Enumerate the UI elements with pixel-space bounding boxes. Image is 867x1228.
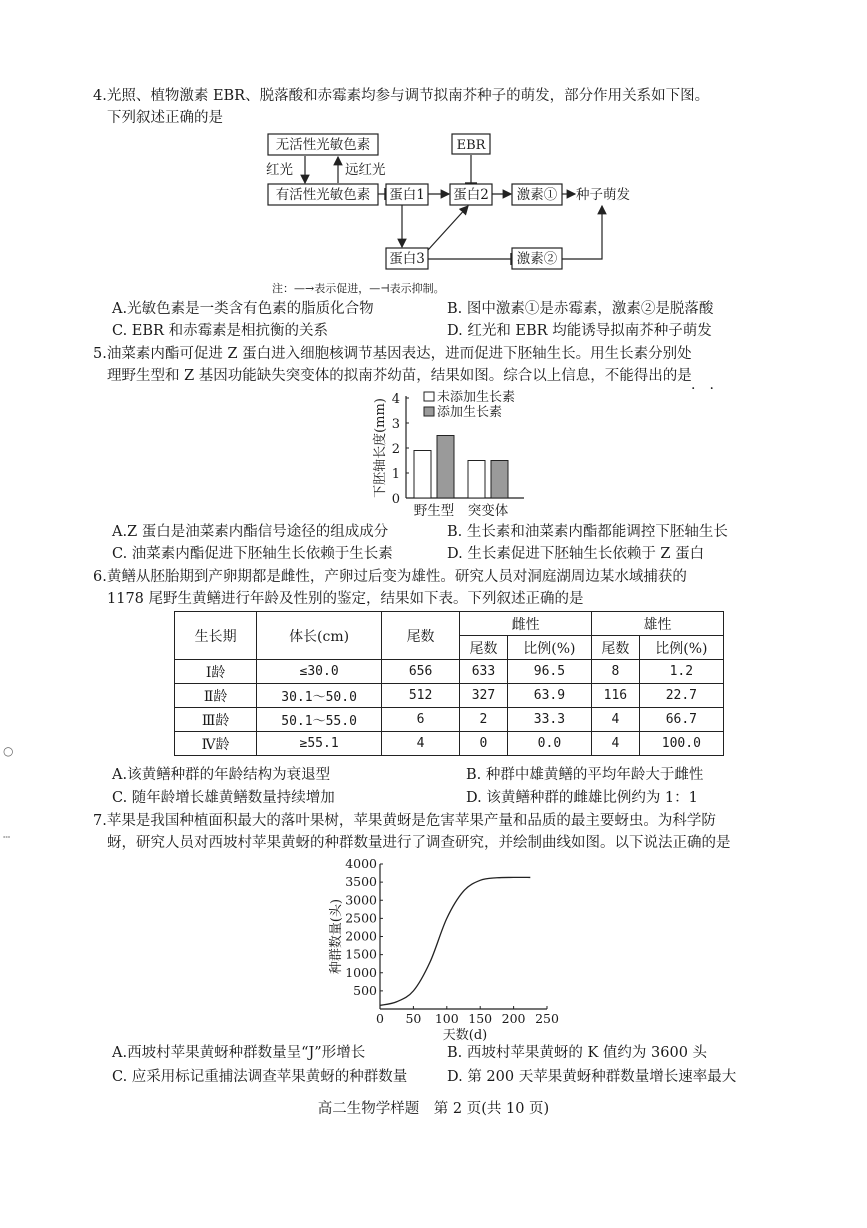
x-tick-label: 200 bbox=[501, 1011, 526, 1026]
q7-option-a: A.西坡村苹果黄蚜种群数量呈“J”形增长 bbox=[112, 1045, 366, 1061]
table-row: Ⅱ龄 30.1～50.0 512 327 63.9 116 22.7 bbox=[175, 684, 724, 708]
label-seed-germination: 种子萌发 bbox=[576, 187, 630, 203]
th-female-ratio: 比例(%) bbox=[507, 636, 591, 660]
q7-option-c: C. 应采用标记重捕法调查苹果黄蚜的种群数量 bbox=[112, 1069, 408, 1085]
margin-mark: ○ bbox=[3, 744, 14, 758]
q6-stem-line1: 6.黄鳝从胚胎期到产卵期都是雌性，产卵过后变为雄性。研究人员对洞庭湖周边某水域捕获的 bbox=[93, 569, 687, 585]
q4-stem-line2: 下列叙述正确的是 bbox=[107, 110, 223, 126]
text-hormone1: 激素① bbox=[516, 187, 558, 203]
arrow-hormone2-germination bbox=[562, 206, 602, 259]
x-axis-label: 天数(d) bbox=[442, 1028, 488, 1042]
bar bbox=[468, 461, 485, 499]
q6-data-table bbox=[174, 611, 724, 756]
q7-stem-line1: 7.苹果是我国种植面积最大的落叶果树，苹果黄蚜是危害苹果产量和品质的最主要蚜虫。为科学防 bbox=[93, 813, 716, 829]
y-tick-label: 3 bbox=[391, 417, 400, 432]
y-tick-label: 500 bbox=[353, 982, 377, 998]
q7-stem-line2: 蚜，研究人员对西坡村苹果黄蚜的种群数量进行了调查研究，并绘制曲线如图。以下说法正确的是 bbox=[107, 835, 731, 851]
q7-option-d: D. 第 200 天苹果黄蚜种群数量增长速率最大 bbox=[447, 1069, 737, 1085]
label-far-red-light: 远红光 bbox=[345, 162, 386, 178]
x-category-label: 突变体 bbox=[467, 503, 509, 516]
y-tick-label: 2 bbox=[391, 442, 400, 457]
q5-option-a: A.Z 蛋白是油菜素内酯信号途径的组成成分 bbox=[112, 524, 389, 540]
y-tick-label: 3000 bbox=[345, 892, 377, 908]
table-row: Ⅳ龄 ≥55.1 4 0 0.0 4 100.0 bbox=[175, 732, 724, 756]
table-row: Ⅰ龄 ≤30.0 656 633 96.5 8 1.2 bbox=[175, 660, 724, 684]
y-tick-label: 0 bbox=[391, 492, 400, 507]
th-stage: 生长期 bbox=[175, 612, 257, 660]
y-tick-label: 2500 bbox=[345, 910, 377, 926]
q4-option-d: D. 红光和 EBR 均能诱导拟南芥种子萌发 bbox=[447, 323, 712, 339]
y-tick-label: 3500 bbox=[345, 874, 377, 890]
th-male-count: 尾数 bbox=[592, 636, 640, 660]
q7-line-chart bbox=[320, 852, 570, 1042]
y-tick-label: 2000 bbox=[345, 928, 377, 944]
q5-option-b: B. 生长素和油菜素内酯都能调控下胚轴生长 bbox=[447, 524, 728, 540]
bar bbox=[437, 436, 454, 499]
th-male: 雄性 bbox=[592, 612, 724, 636]
q4-option-a: A.光敏色素是一类含有色素的脂质化合物 bbox=[112, 301, 374, 317]
q6-option-c: C. 随年龄增长雄黄鳝数量持续增加 bbox=[112, 790, 335, 806]
page-footer: 高二生物学样题 第 2 页(共 10 页) bbox=[317, 1101, 550, 1117]
y-axis-label: 种群数量(头) bbox=[329, 898, 344, 975]
q5-bar-chart bbox=[370, 386, 540, 516]
text-inactive-phytochrome: 无活性光敏色素 bbox=[275, 137, 371, 153]
y-tick-label: 4 bbox=[391, 392, 400, 407]
y-tick-label: 1 bbox=[391, 467, 400, 482]
text-ebr: EBR bbox=[456, 138, 486, 153]
text-protein3: 蛋白3 bbox=[389, 251, 425, 267]
q4-relationship-diagram bbox=[250, 128, 670, 298]
q4-option-c: C. EBR 和赤霉素是相抗衡的关系 bbox=[112, 323, 329, 339]
q7-option-b: B. 西坡村苹果黄蚜的 K 值约为 3600 头 bbox=[447, 1045, 708, 1061]
y-tick-label: 1000 bbox=[345, 964, 377, 980]
x-tick-label: 150 bbox=[468, 1011, 493, 1026]
table-row: Ⅲ龄 50.1～55.0 6 2 33.3 4 66.7 bbox=[175, 708, 724, 732]
text-hormone2: 激素② bbox=[516, 251, 558, 267]
diagram-note: 注：—→表示促进，—⊣表示抑制。 bbox=[272, 282, 445, 295]
population-curve bbox=[380, 877, 530, 1005]
text-active-phytochrome: 有活性光敏色素 bbox=[275, 187, 371, 203]
y-tick-label: 1500 bbox=[345, 946, 377, 962]
q6-option-b: B. 种群中雄黄鳝的平均年龄大于雌性 bbox=[466, 767, 704, 783]
emphasis-dots: · · bbox=[691, 381, 714, 397]
x-category-label: 野生型 bbox=[413, 503, 455, 516]
q4-option-b: B. 图中激素①是赤霉素，激素②是脱落酸 bbox=[447, 301, 714, 317]
th-female: 雌性 bbox=[460, 612, 592, 636]
y-tick-label: 4000 bbox=[345, 856, 377, 871]
th-length: 体长(cm) bbox=[257, 612, 382, 660]
x-tick-label: 100 bbox=[434, 1011, 459, 1026]
q4-stem-line1: 4.光照、植物激素 EBR、脱落酸和赤霉素均参与调节拟南芥种子的萌发，部分作用关系如下图。 bbox=[93, 88, 710, 104]
q5-stem-line2: 理野生型和 Z 基因功能缺失突变体的拟南芥幼苗，结果如图。综合以上信息，不能得出的是 bbox=[107, 368, 692, 384]
x-tick-label: 50 bbox=[405, 1011, 422, 1026]
label-red-light: 红光 bbox=[266, 162, 293, 178]
arrow-protein3-protein2 bbox=[428, 206, 468, 250]
th-count: 尾数 bbox=[382, 612, 460, 660]
q6-option-d: D. 该黄鳝种群的雌雄比例约为 1：1 bbox=[466, 790, 698, 806]
margin-mark: ┄ bbox=[3, 830, 11, 844]
y-axis-label: 下胚轴长度(mm) bbox=[373, 398, 388, 498]
x-tick-label: 250 bbox=[535, 1011, 559, 1026]
th-male-ratio: 比例(%) bbox=[639, 636, 723, 660]
text-protein2: 蛋白2 bbox=[453, 187, 489, 203]
q6-stem-line2: 1178 尾野生黄鳝进行年龄及性别的鉴定，结果如下表。下列叙述正确的是 bbox=[107, 591, 584, 607]
q6-option-a: A.该黄鳝种群的年龄结构为衰退型 bbox=[112, 767, 331, 783]
q5-stem-line1: 5.油菜素内酯可促进 Z 蛋白进入细胞核调节基因表达，进而促进下胚轴生长。用生长素分别处 bbox=[93, 346, 692, 362]
legend-label: 添加生长素 bbox=[437, 405, 503, 420]
q5-option-c: C. 油菜素内酯促进下胚轴生长依赖于生长素 bbox=[112, 546, 393, 562]
q5-option-d: D. 生长素促进下胚轴生长依赖于 Z 蛋白 bbox=[447, 546, 705, 562]
legend-swatch bbox=[424, 407, 434, 416]
legend-label: 未添加生长素 bbox=[437, 390, 516, 405]
th-female-count: 尾数 bbox=[460, 636, 508, 660]
legend-swatch bbox=[424, 392, 434, 401]
bar bbox=[414, 451, 431, 499]
text-protein1: 蛋白1 bbox=[389, 187, 425, 203]
bar bbox=[491, 461, 508, 499]
x-tick-label: 0 bbox=[376, 1011, 384, 1026]
